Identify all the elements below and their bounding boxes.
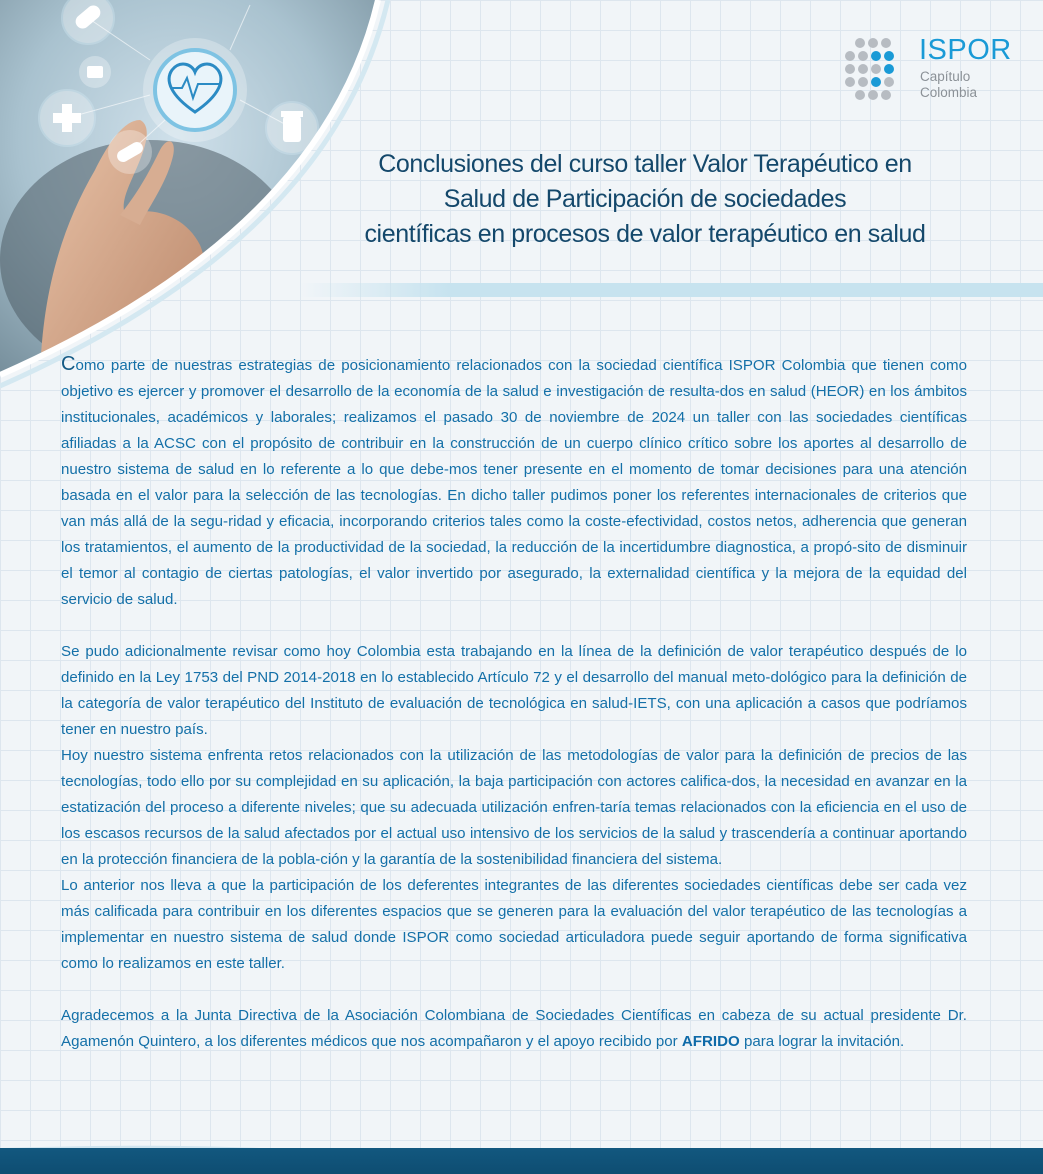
footer-bar (0, 1148, 1043, 1174)
ispor-logo-text: ISPOR (919, 34, 1012, 66)
bandage-icon (62, 0, 114, 44)
paragraph-colombia-review: Se pudo adicionalmente revisar como hoy Colombia esta trabajando en la línea de la definición de valor terapéutico después de lo definido en la Ley 1753 del PND 2014-2018 en lo establecido Artículo 72 y el desarrollo del manual meto-dológico para la definición de la categoría de valor terapéutico del Instituto de evaluación de tecnológica en salud-IETS, con una aplicación a casos que podríamos tener en nuestro país. (61, 643, 967, 738)
page-title: Conclusiones del curso taller Valor Terapéutico en Salud de Participación de sociedades científicas en procesos de valor terapéutico en salud (364, 150, 926, 248)
header-divider-band (300, 283, 1043, 297)
sponsor-name: AFRIDO (681, 1033, 740, 1050)
paragraph-participation: Lo anterior nos lleva a que la participación de los deferentes integrantes de las diferentes sociedades científicas debe ser cada vez más calificada para contribuir en los diferentes espacios que se generen para la evaluación del valor terapéutico de las tecnologías a implementar en nuestro sistema de salud donde ISPOR como sociedad articuladora puede seguir aportando de forma significativa como lo realizamos en este taller. (61, 877, 967, 972)
paragraph-acknowledgements: Agradecemos a la Junta Directiva de la Asociación Colombiana de Sociedades Científicas en cabeza de su actual presidente Dr. Agamenón Quintero, a los diferentes médicos que nos acompañaron y el apoyo recibido por AFRIDO para lograr la invitación. (61, 1007, 967, 1050)
drop-cap: C (61, 353, 76, 375)
ispor-logo (845, 34, 1015, 108)
article-body (61, 351, 967, 1055)
ispor-logo-mark (845, 38, 915, 102)
paragraph-challenges: Hoy nuestro sistema enfrenta retos relacionados con la utilización de las metodologías de valor para la definición de precios de las tecnologías, todo ello por su complejidad en su aplicación, la baja participación con actores califica-dos, la necesidad en avanzar en la estatización del proceso a diferente niveles; que su adecuada utilización enfren-taría temas relacionados con la eficiencia en el uso de los escasos recursos de la salud afectados por el actual uso intensivo de los servicios de la salud y trascendería a continuar aportando en la protección financiera de la pobla-ción y la garantía de la sostenibilidad financiera del sistema. (61, 747, 967, 868)
medicine-case-icon (79, 56, 111, 88)
paragraph-intro: Como parte de nuestras estrategias de posicionamiento relacionados con la sociedad científica ISPOR Colombia que tienen como objetivo es ejercer y promover el desarrollo de la economía de la salud e investigación de resulta-dos en salud (HEOR) en los ámbitos institucionales, académicos y laborales; realizamos el pasado 30 de noviembre de 2024 un taller con las sociedades científicas afiliadas a la ACSC con el propósito de contribuir en la construcción de un cuerpo clínico crítico sobre los aportes al desarrollo de nuestro sistema de salud en lo referente a lo que debe-mos tener presente en el momento de tomar decisiones para una atención basada en el valor para la selección de las tecnologías. En dicho taller pudimos poner los referentes internacionales de criterios que van más allá de la segu-ridad y eficacia, incorporando criterios tales como la coste-efectividad, costos netos, adherencia que generan los tratamientos, el aumento de la productividad de la sociedad, la reducción de la incertidumbre diagnostica, a propó-sito de disminuir el temor al contagio de ciertas patologías, el valor invertido por asegurado, la externalidad científica y la mejora de la equidad del servicio de salud. (61, 353, 967, 608)
ispor-logo-subtitle: Capítulo Colombia (920, 69, 978, 100)
